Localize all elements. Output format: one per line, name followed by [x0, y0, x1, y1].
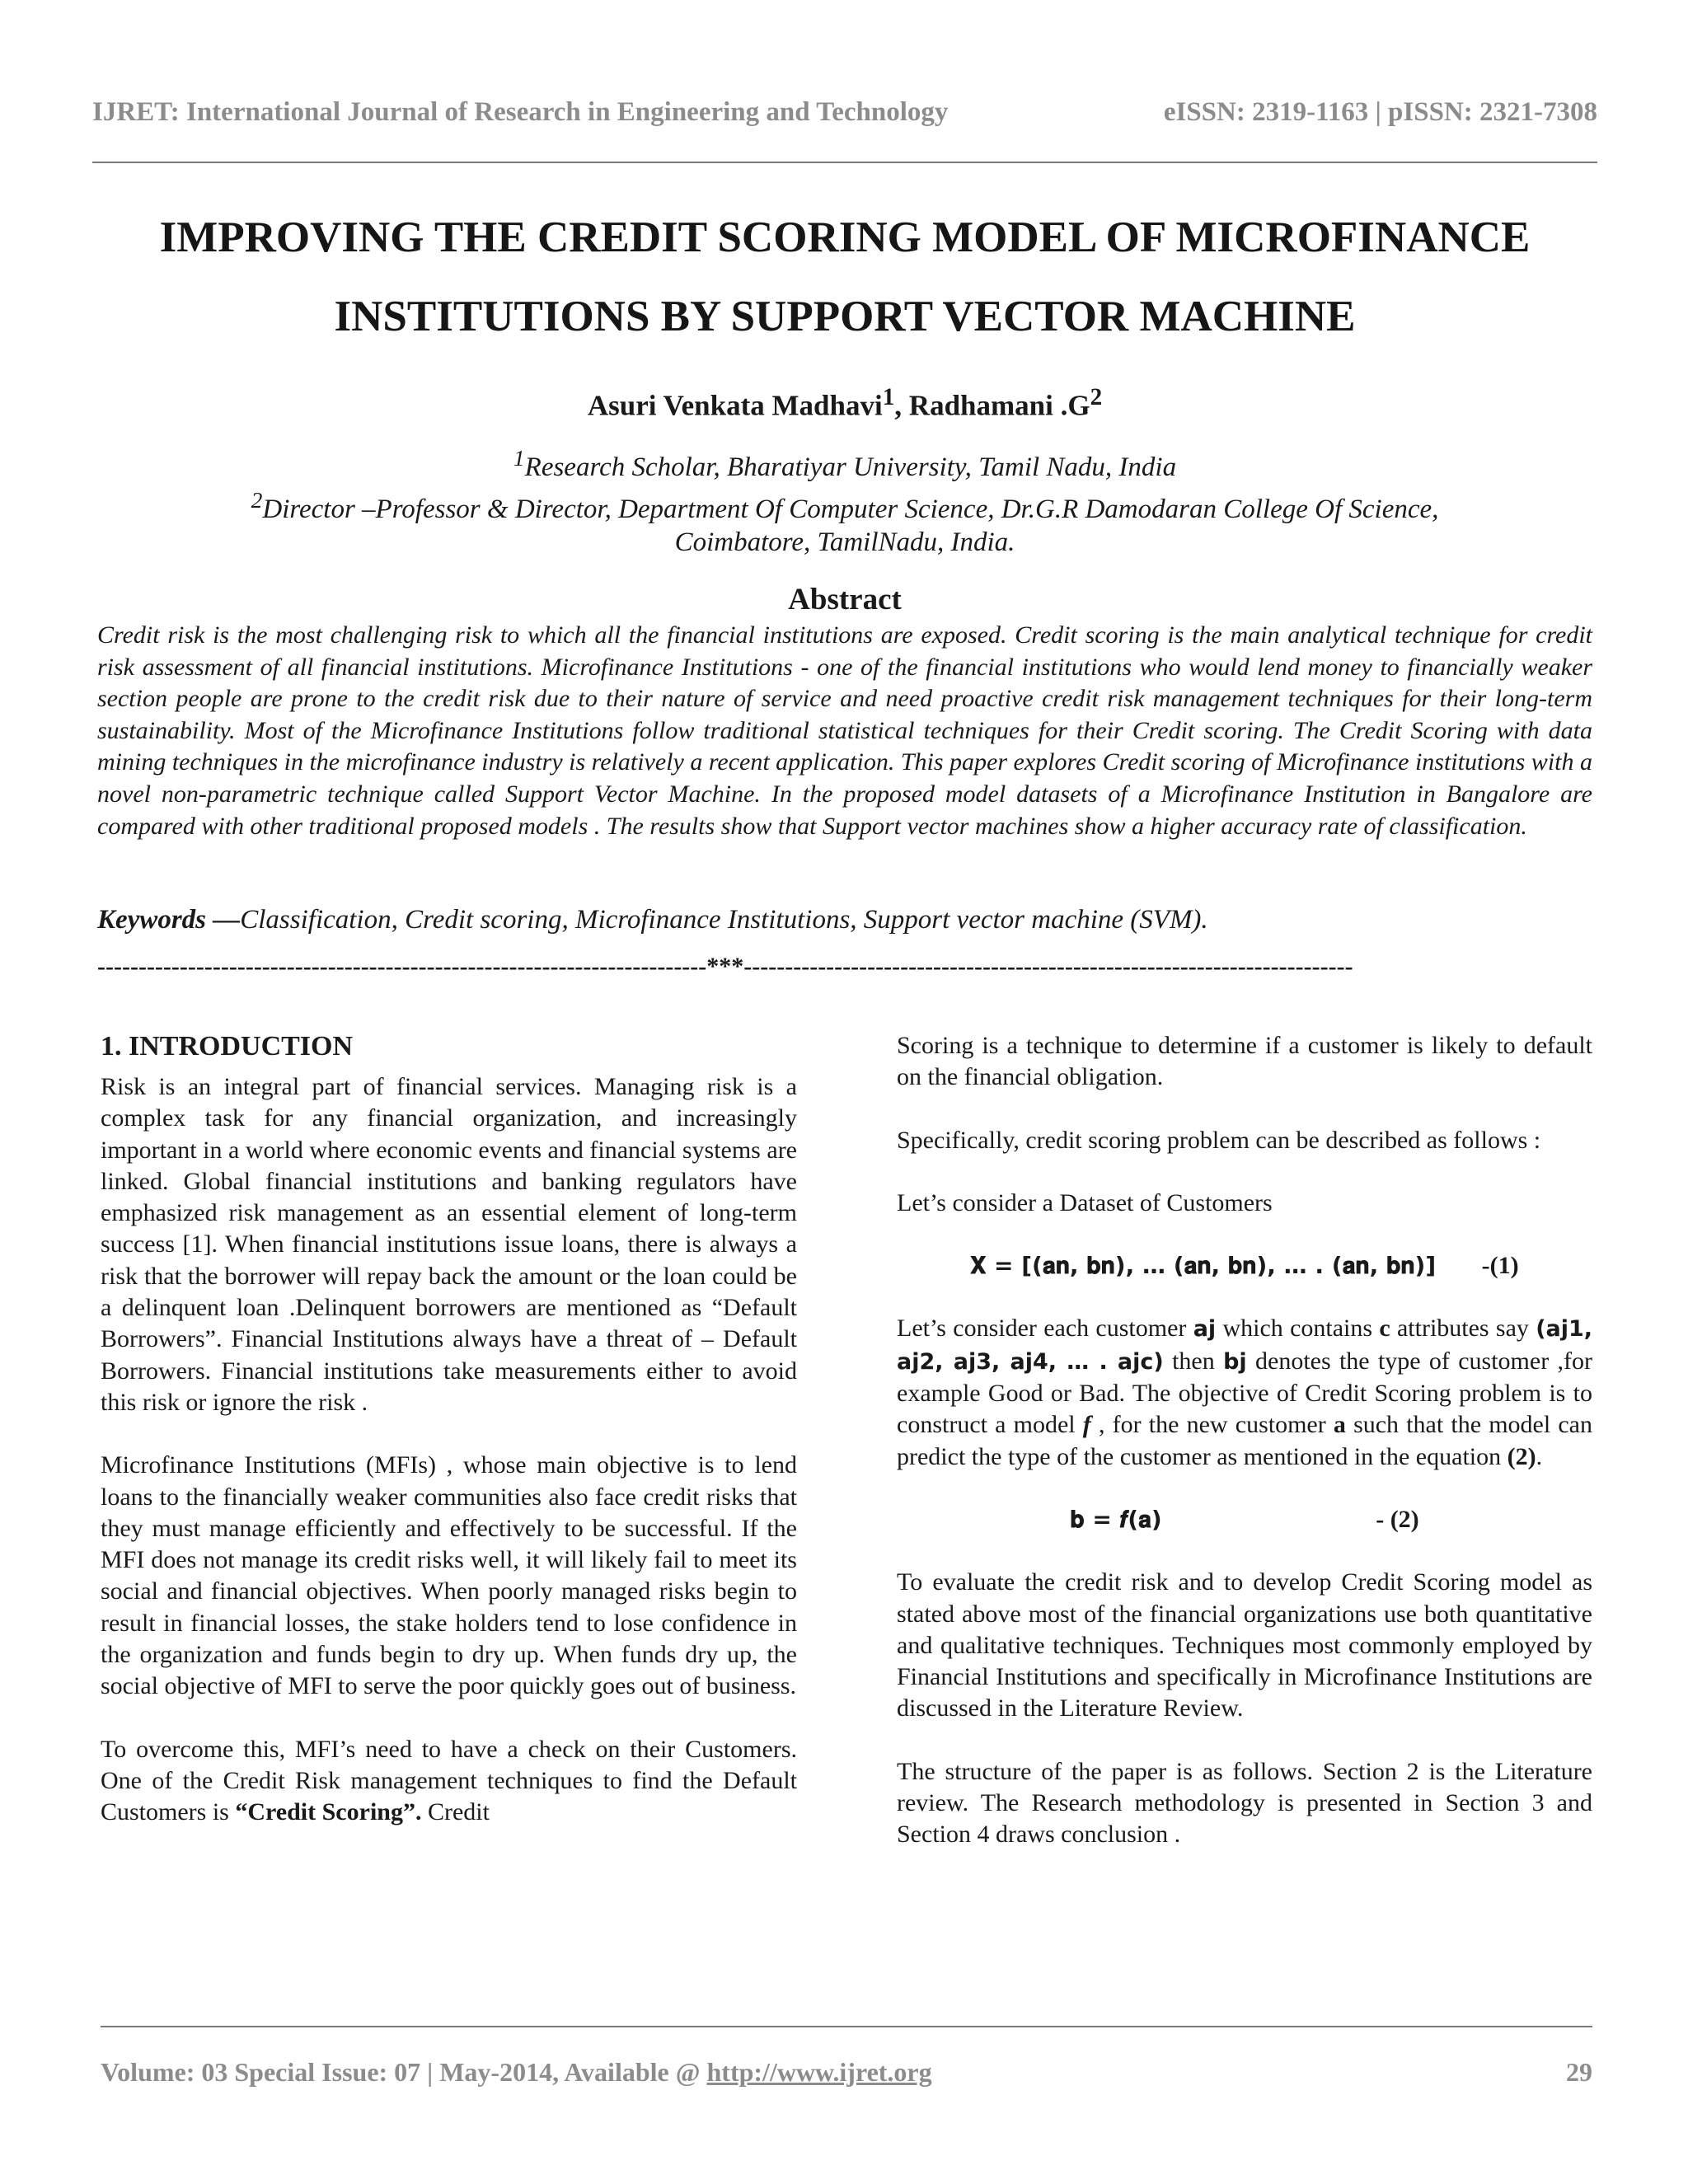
paper-title — [92, 198, 1597, 356]
left-column — [101, 1030, 797, 1860]
right-paragraph-3: Let’s consider a Dataset of Customers — [897, 1188, 1273, 1216]
equation-2-body: 𝐛 = 𝒇(𝐚) — [1070, 1505, 1162, 1533]
journal-name: IJRET: International Journal of Research in Engineering and Technology — [92, 97, 949, 127]
equation-1-number: -(1) — [1481, 1252, 1519, 1280]
right-column — [897, 1030, 1592, 1882]
author-2: Radhamani .G — [908, 389, 1090, 422]
keywords — [97, 905, 1592, 935]
equation-1 — [897, 1250, 1592, 1282]
right-paragraph-4: Let’s consider each customer aj which contains c attributes say (aj1, aj2, aj3, aj4, … . ajc) then bj denotes the type of customer ,for example Good or Bad. The objective of Credit Scoring problem is to construct a model f , for the new customer a such that the model can predict the type of the customer as mentioned in the equation (2). — [897, 1315, 1593, 1470]
title-line-2: INSTITUTIONS BY SUPPORT VECTOR MACHINE — [334, 293, 1356, 340]
author-1: Asuri Venkata Madhavi — [587, 389, 883, 422]
header-rule — [92, 162, 1597, 163]
issn-numbers: eISSN: 2319-1163 | pISSN: 2321-7308 — [1163, 97, 1597, 127]
right-paragraph-5: To evaluate the credit risk and to develop Credit Scoring model as stated above most of the financial organizations use both quantitative and qualitative techniques. Techniques most commonly employed by Financial Institutions and specifically in Microfinance Institutions are discussed in the Literature Review. — [897, 1568, 1592, 1722]
section-heading-introduction: 1. INTRODUCTION — [101, 1031, 354, 1062]
intro-paragraph-1: Risk is an integral part of financial services. Managing risk is a complex task for any financial organization, and increasingly important in a world where economic events and financial systems are linked. Global financial institutions and banking regulators have emphasized risk management as an essential element of long-term success [1]. When financial institutions issue loans, there is always a risk that the borrower will repay back the amount or the loan could be a delinquent loan .Delinquent borrowers are mentioned as “Default Borrowers”. Financial Institutions always have a threat of – Default Borrowers. Financial institutions take measurements either to avoid this risk or ignore the risk . — [101, 1073, 797, 1416]
page-number: 29 — [1566, 2057, 1592, 2087]
title-line-1: IMPROVING THE CREDIT SCORING MODEL OF MICROFINANCE — [159, 213, 1531, 261]
section-separator: --------------------------------------------------------------------------***-------------------------------------------------------------------------- — [97, 953, 1353, 980]
equation-1-body: 𝐗 = [(𝐚𝐧, 𝐛𝐧), … (𝐚𝐧, 𝐛𝐧), … . (𝐚𝐧, 𝐛𝐧)] — [970, 1252, 1437, 1280]
intro-paragraph-3: To overcome this, MFI’s need to have a check on their Customers. One of the Credit Risk management techniques to find the Default Customers is “Credit Scoring”. Credit — [101, 1735, 797, 1826]
running-footer — [101, 2057, 1592, 2088]
abstract-heading: Abstract — [788, 583, 902, 616]
footer-volume: Volume: 03 Special Issue: 07 | May-2014, Available @ http://www.ijret.org — [101, 2057, 932, 2087]
right-paragraph-6: The structure of the paper is as follows. Section 2 is the Literature review. The Research methodology is presented in Section 3 and Section 4 draws conclusion . — [897, 1757, 1592, 1849]
footer-rule — [101, 2026, 1592, 2027]
affiliations — [92, 442, 1597, 559]
affiliation-2: $^2$Director –Professor & Director, Department Of Computer Science, Dr.G.R Damodaran College Of Science, — [251, 487, 1439, 524]
intro-paragraph-2: Microfinance Institutions (MFIs) , whose main objective is to lend loans to the financially weaker communities also face credit risks that they must manage efficiently and effectively to be successful. If the MFI does not manage its credit risks well, it will likely fail to meet its social and financial objectives. When poorly managed risks begin to result in financial losses, the stake holders tend to lose confidence in the organization and funds begin to dry up. When funds dry up, the social objective of MFI to serve the poor quickly goes out of business. — [101, 1451, 797, 1700]
keywords-label: Keywords — — [97, 905, 241, 935]
credit-scoring-term: “Credit Scoring”. — [235, 1798, 422, 1826]
abstract-text: Credit risk is the most challenging risk to which all the financial institutions are exposed. Credit scoring is the main analytical technique for credit risk assessment of all financial institutions. Microfinance Institutions - one of the financial institutions who would lend money to financially weaker section people are prone to the credit risk due to their nature of service and need proactive credit risk management techniques for their long-term sustainability. Most of the Microfinance Institutions follow traditional statistical techniques for their Credit scoring. The Credit Scoring with data mining techniques in the microfinance industry is relatively a recent application. This paper explores Credit scoring of Microfinance institutions with a novel non-parametric technique called Support Vector Machine. In the proposed model datasets of a Microfinance Institution in Bangalore are compared with other traditional proposed models . The results show that Support vector machines show a higher accuracy rate of classification. — [97, 621, 1592, 840]
right-paragraph-1: Scoring is a technique to determine if a customer is likely to default on the financial obligation. — [897, 1032, 1592, 1091]
running-header — [92, 97, 1597, 128]
equation-2 — [897, 1504, 1592, 1535]
author-1-sup: 1 — [882, 384, 895, 410]
equation-2-number: - (2) — [1376, 1505, 1419, 1533]
keywords-text: Classification, Credit scoring, Microfinance Institutions, Support vector machine (SVM). — [240, 905, 1208, 935]
author-2-sup: 2 — [1090, 384, 1103, 410]
right-paragraph-2: Specifically, credit scoring problem can be described as follows : — [897, 1126, 1541, 1154]
author-list: Asuri Venkata Madhavi$^1$, Radhamani $.G^2$ — [587, 384, 1103, 422]
affiliation-1: $^1$Research Scholar, Bharatiyar University, Tamil Nadu, India — [513, 445, 1177, 482]
affiliation-2-cont: Coimbatore, TamilNadu, India. — [674, 527, 1015, 557]
journal-link[interactable]: http://www.ijret.org — [706, 2057, 932, 2087]
